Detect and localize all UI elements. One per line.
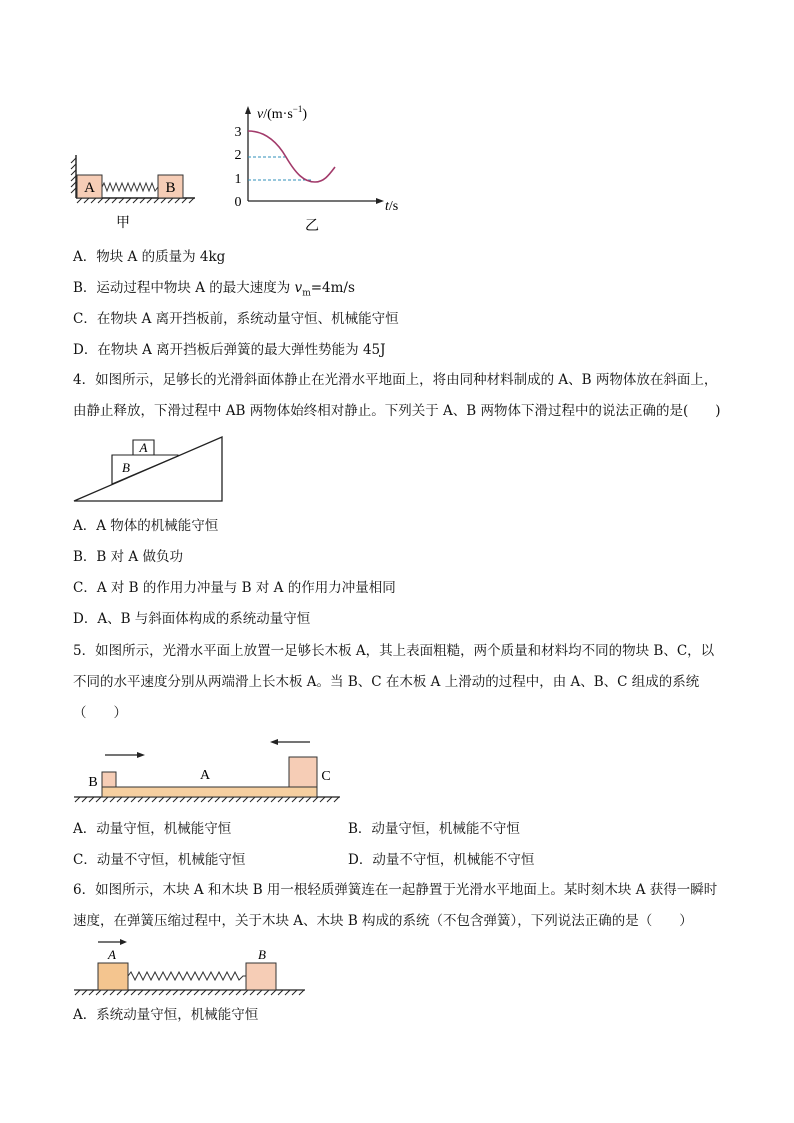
q4-label-b: B (122, 460, 130, 475)
q4-option-a: A．A 物体的机械能守恒 (73, 518, 219, 534)
q5-option-d: D．动量不守恒，机械能不守恒 (348, 852, 535, 868)
q6-block-a (98, 963, 128, 990)
q3-option-b: B．运动过程中物块 A 的最大速度为 $v_m=4m/s$ (73, 280, 355, 299)
y-tick-0: 0 (234, 195, 242, 210)
q3-option-d: D．在物块 A 离开挡板后弹簧的最大弹性势能为 45J (73, 342, 386, 358)
x-axis-label: t/s (385, 199, 399, 214)
board-a (102, 787, 317, 797)
y-tick-2: 2 (234, 148, 242, 163)
velocity-curve (248, 131, 335, 182)
q6-block-b (246, 963, 276, 990)
q5-stem: 5．如图所示，光滑水平面上放置一足够长木板 A，其上表面粗糙，两个质量和材料均不同的物块 B、C，以不同的水平速度分别从两端滑上长木板 A。当 B、C 在木板 A 上滑动的过程中，由 A、B、C 组成的系统（ ） (73, 643, 715, 721)
q3-option-a: A．物块 A 的质量为 4kg (73, 249, 226, 265)
figure-q6-spring (70, 935, 310, 1000)
figure-q5-board (70, 735, 350, 805)
q5-option-c: C．动量不守恒，机械能守恒 (73, 852, 246, 868)
caption-jia: 甲 (116, 215, 130, 231)
q4-option-c: C．A 对 B 的作用力冲量与 B 对 A 的作用力冲量相同 (73, 580, 396, 596)
caption-yi: 乙 (305, 218, 319, 234)
q6-label-a: A (108, 947, 116, 962)
q4-label-a: A (139, 440, 148, 455)
block-b-small (102, 772, 116, 787)
q4-option-d: D．A、B 与斜面体构成的系统动量守恒 (73, 611, 311, 627)
q6-spring (128, 972, 246, 980)
y-axis-label: $v/(m\cdot s^{-1})$ (257, 104, 308, 122)
q5-label-c: C (321, 769, 331, 784)
figure-q4-incline (70, 435, 230, 505)
q3-option-c: C．在物块 A 离开挡板前，系统动量守恒、机械能守恒 (73, 311, 399, 327)
q5-option-a: A．动量守恒，机械能守恒 (73, 821, 232, 837)
q6-label-b: B (258, 947, 266, 962)
q5-option-b: B．动量守恒，机械能不守恒 (348, 821, 520, 837)
figure-yi-graph (228, 100, 418, 235)
q6-option-a: A．系统动量守恒，机械能守恒 (73, 1007, 259, 1023)
block-a-label: A (84, 180, 95, 196)
y-tick-1: 1 (234, 172, 242, 187)
q5-label-b: B (88, 775, 98, 790)
spring (102, 183, 158, 191)
block-c (289, 757, 317, 787)
q4-stem: 4．如图所示，足够长的光滑斜面体静止在光滑水平地面上，将由同种材料制成的 A、B 两物体放在斜面上，由静止释放，下滑过程中 AB 两物体始终相对静止。下列关于 A、B 两物体下滑过程中的说法正确的是( ) (73, 372, 721, 419)
q5-label-a: A (199, 768, 211, 783)
y-tick-3: 3 (234, 125, 242, 140)
q6-stem: 6．如图所示，木块 A 和木块 B 用一根轻质弹簧连在一起静置于光滑水平地面上。某时刻木块 A 获得一瞬时速度，在弹簧压缩过程中，关于木块 A、木块 B 构成的系统（不包含弹簧），下列说法正确的是（ ） (73, 882, 718, 929)
figure-jia (70, 150, 200, 230)
block-b-label: B (165, 180, 176, 196)
q4-option-b: B．B 对 A 做负功 (73, 549, 183, 565)
